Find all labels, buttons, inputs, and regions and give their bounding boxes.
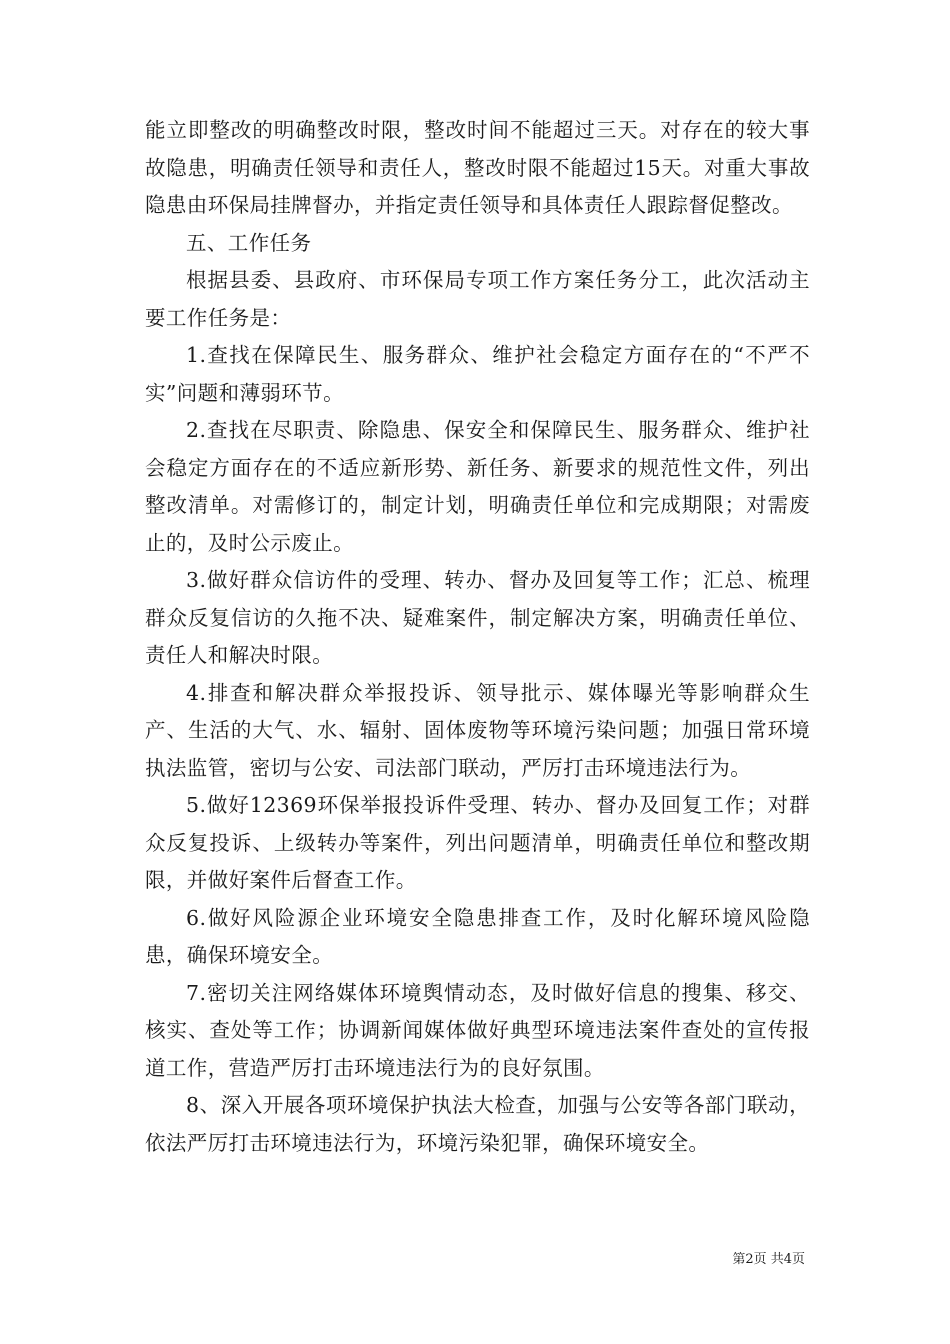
paragraph-intro: 根据县委、县政府、市环保局专项工作方案任务分工，此次活动主要工作任务是： (145, 268, 810, 330)
task-item-5: 5.做好12369环保举报投诉件受理、转办、督办及回复工作；对群众反复投诉、上级转办等案件，列出问题清单，明确责任单位和整改期限，并做好案件后督查工作。 (145, 793, 810, 892)
task-item-6: 6.做好风险源企业环境安全隐患排查工作，及时化解环境风险隐患，确保环境安全。 (145, 905, 810, 967)
section-heading: 五、工作任务 (186, 230, 312, 255)
task-item-1: 1.查找在保障民生、服务群众、维护社会稳定方面存在的“不严不实”问题和薄弱环节。 (145, 343, 810, 405)
task-item-7: 7.密切关注网络媒体环境舆情动态，及时做好信息的搜集、移交、核实、查处等工作；协调新闻媒体做好典型环境违法案件查处的宣传报道工作，营造严厉打击环境违法行为的良好氛围。 (145, 980, 810, 1080)
page-number-footer: 第2页 共4页 (732, 1252, 805, 1267)
task-item-4: 4.排查和解决群众举报投诉、领导批示、媒体曝光等影响群众生产、生活的大气、水、辐射、固体废物等环境污染问题；加强日常环境执法监管，密切与公安、司法部门联动，严厉打击环境违法行为。 (145, 680, 810, 780)
paragraph-continuation: 能立即整改的明确整改时限，整改时间不能超过三天。对存在的较大事故隐患，明确责任领导和责任人，整改时限不能超过15天。对重大事故隐患由环保局挂牌督办，并指定责任领导和具体责任人跟踪督促整改。 (145, 118, 810, 217)
document-body (145, 112, 810, 1162)
task-item-2: 2.查找在尽职责、除隐患、保安全和保障民生、服务群众、维护社会稳定方面存在的不适应新形势、新任务、新要求的规范性文件，列出整改清单。对需修订的，制定计划，明确责任单位和完成期限；对需废止的，及时公示废止。 (145, 418, 810, 555)
task-item-3: 3.做好群众信访件的受理、转办、督办及回复等工作；汇总、梳理群众反复信访的久拖不决、疑难案件，制定解决方案，明确责任单位、责任人和解决时限。 (145, 568, 810, 667)
task-item-8: 8、深入开展各项环境保护执法大检查，加强与公安等各部门联动，依法严厉打击环境违法行为，环境污染犯罪，确保环境安全。 (145, 1093, 810, 1155)
